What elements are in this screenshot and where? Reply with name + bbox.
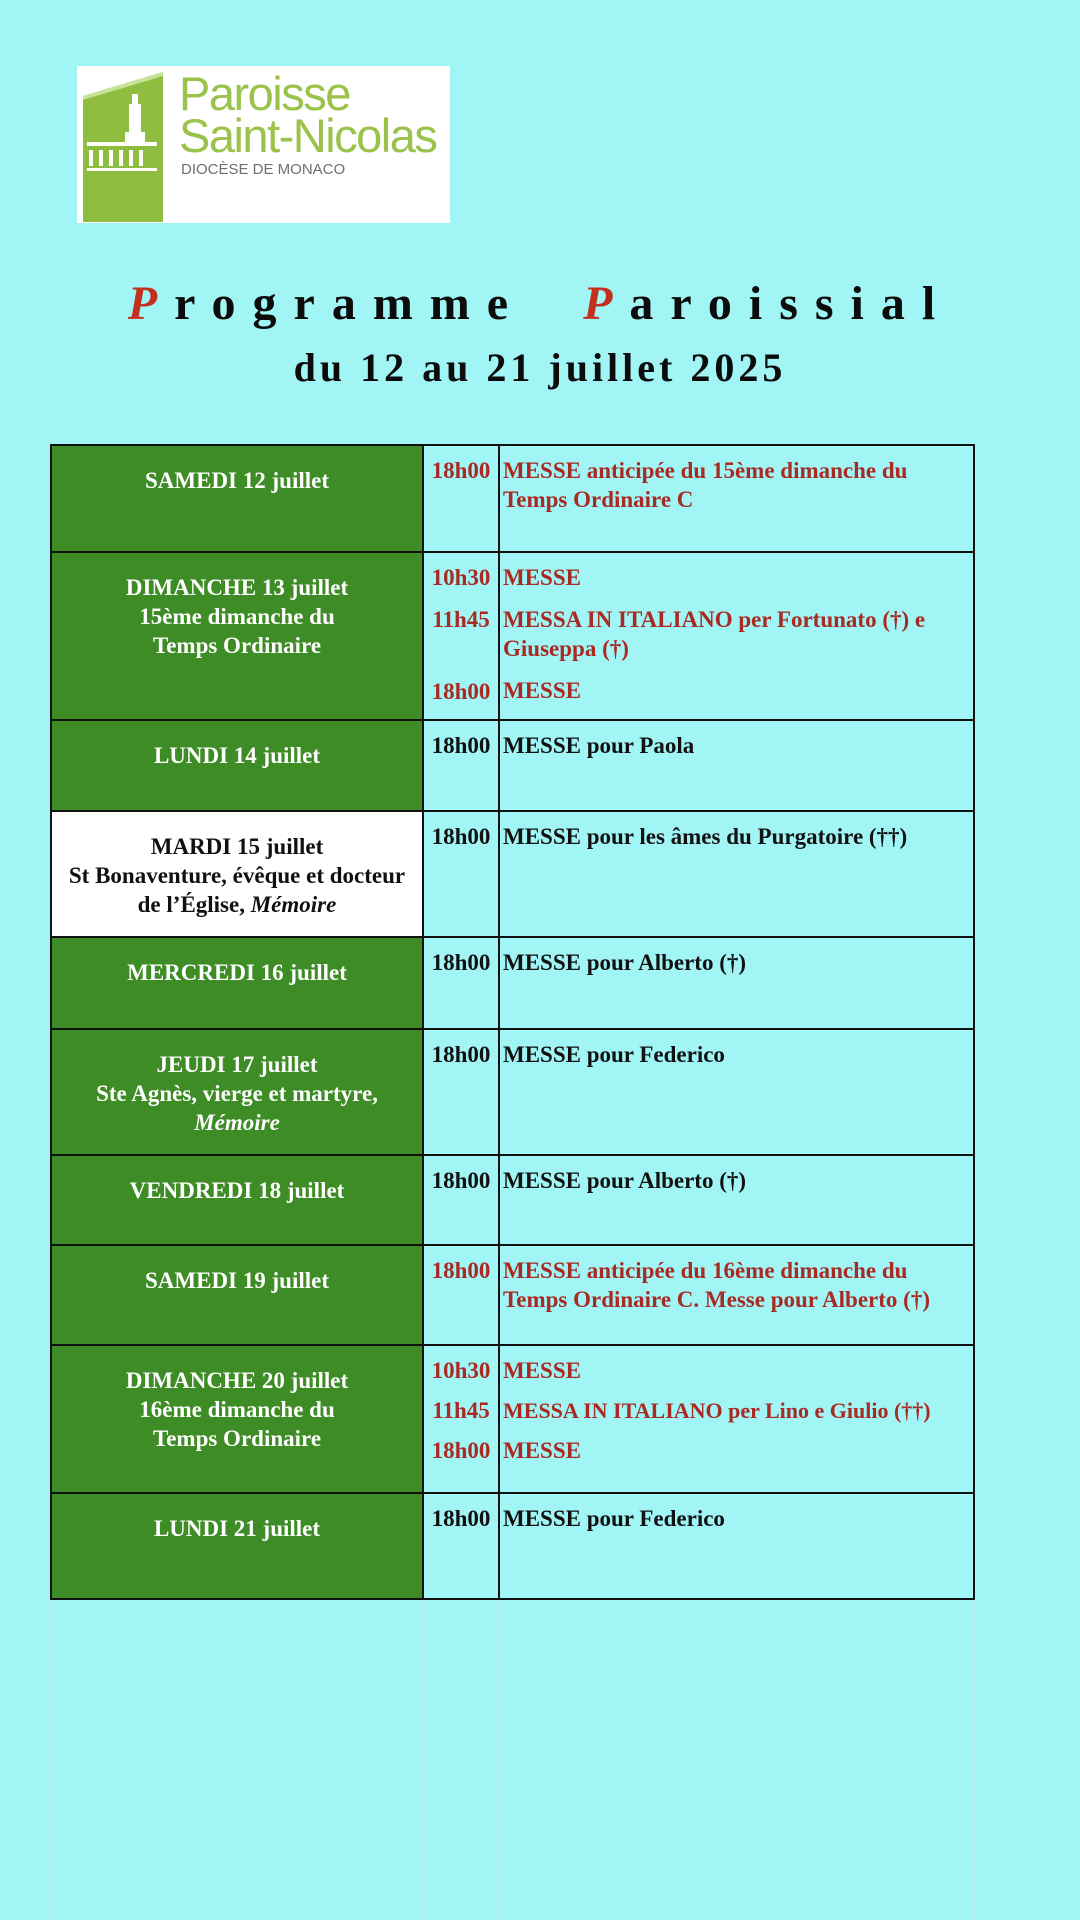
time-cell — [423, 1155, 499, 1245]
day-feast: Temps Ordinaire — [152, 1426, 322, 1451]
day-label: MARDI 15 juillet — [150, 834, 324, 859]
title-word-1: rogramme — [174, 277, 526, 330]
time-label: 18h00 — [431, 950, 491, 975]
event-description: MESSE pour Federico — [503, 1042, 725, 1067]
description-cell — [499, 937, 974, 1029]
time-cell — [423, 1029, 499, 1155]
time-label: 18h00 — [431, 458, 491, 483]
description-cell — [499, 1493, 974, 1599]
schedule-row — [51, 811, 974, 937]
schedule-row — [51, 1029, 974, 1155]
day-feast-text: de l’Église, — [137, 892, 251, 917]
event-description: MESSE anticipée du 16ème dimanche du Temps Ordinaire C. Messe pour Alberto (†) — [503, 1258, 930, 1312]
day-cell — [51, 1155, 423, 1245]
time-label: 10h30 — [431, 565, 491, 590]
event-description: MESSA IN ITALIANO per Fortunato (†) e Giuseppa (†) — [503, 607, 926, 661]
event-description: MESSE pour Alberto (†) — [503, 1168, 747, 1193]
day-label: LUNDI 21 juillet — [153, 1516, 321, 1541]
page-subtitle: du 12 au 21 juillet 2025 — [293, 345, 787, 390]
day-cell — [51, 552, 423, 720]
time-label: 18h00 — [431, 1042, 491, 1067]
logo-line-saint-nicolas: Saint-Nicolas — [179, 109, 437, 162]
event-description: MESSE pour Federico — [503, 1506, 725, 1531]
schedule-row — [51, 1345, 974, 1493]
schedule-row — [51, 1493, 974, 1599]
time-label: 18h00 — [431, 1258, 491, 1283]
time-cell — [423, 937, 499, 1029]
time-label: 11h45 — [432, 1398, 490, 1423]
column-guide — [50, 1598, 424, 1920]
time-label: 10h30 — [431, 1358, 491, 1383]
day-cell — [51, 445, 423, 552]
event-description: MESSE anticipée du 15ème dimanche du Temps Ordinaire C — [503, 458, 908, 512]
day-cell — [51, 720, 423, 811]
day-label: SAMEDI 12 juillet — [145, 468, 329, 493]
event-description: MESSE pour les âmes du Purgatoire (††) — [503, 824, 908, 849]
time-label: 18h00 — [431, 1506, 491, 1531]
logo-line-paroisse: Paroisse — [179, 67, 350, 120]
description-cell — [499, 552, 974, 720]
time-label: 18h00 — [431, 679, 491, 704]
description-cell — [499, 720, 974, 811]
schedule-row — [51, 937, 974, 1029]
time-cell — [423, 445, 499, 552]
day-label: SAMEDI 19 juillet — [145, 1268, 329, 1293]
day-label: VENDREDI 18 juillet — [129, 1178, 345, 1203]
day-cell — [51, 1345, 423, 1493]
description-cell — [499, 1155, 974, 1245]
day-cell — [51, 1493, 423, 1599]
day-cell — [51, 937, 423, 1029]
description-cell — [499, 445, 974, 552]
time-cell — [423, 1245, 499, 1345]
day-feast — [52, 890, 422, 919]
time-label: 18h00 — [431, 824, 491, 849]
column-guide — [422, 1598, 500, 1920]
event-description: MESSE pour Paola — [503, 733, 695, 758]
day-feast: Ste Agnès, vierge et martyre, — [96, 1081, 378, 1106]
time-label: 11h45 — [432, 607, 490, 632]
day-feast: St Bonaventure, évêque et docteur — [68, 863, 406, 888]
day-label: JEUDI 17 juillet — [156, 1052, 318, 1077]
schedule-row — [51, 720, 974, 811]
day-feast: Temps Ordinaire — [152, 633, 322, 658]
day-rank: Mémoire — [250, 892, 337, 917]
schedule-row — [51, 1155, 974, 1245]
event-description: MESSE — [503, 1358, 581, 1383]
event-description: MESSE — [503, 678, 581, 703]
day-feast: 15ème dimanche du — [139, 604, 335, 629]
schedule-row — [51, 1245, 974, 1345]
description-cell — [499, 1245, 974, 1345]
schedule-table — [50, 444, 975, 1600]
event-description: MESSE pour Alberto (†) — [503, 950, 747, 975]
day-label: MERCREDI 16 juillet — [127, 960, 347, 985]
event-description: MESSE — [503, 1438, 581, 1463]
description-cell — [499, 1345, 974, 1493]
day-cell — [51, 811, 423, 937]
description-cell — [499, 811, 974, 937]
title-initial-p: P — [127, 277, 175, 330]
title-initial-p: P — [583, 277, 630, 330]
event-description: MESSE — [503, 565, 581, 590]
schedule-row — [51, 552, 974, 720]
column-guide — [498, 1598, 975, 1920]
time-cell — [423, 552, 499, 720]
day-label: DIMANCHE 13 juillet — [125, 575, 349, 600]
title-word-2: aroissial — [629, 277, 953, 330]
time-label: 18h00 — [431, 1168, 491, 1193]
parish-logo — [77, 66, 450, 223]
time-label: 18h00 — [431, 733, 491, 758]
time-cell — [423, 811, 499, 937]
page-title — [0, 276, 1080, 331]
day-feast: 16ème dimanche du — [139, 1397, 335, 1422]
day-cell — [51, 1245, 423, 1345]
event-description: MESSA IN ITALIANO per Lino e Giulio (††) — [503, 1398, 931, 1423]
day-rank: Mémoire — [194, 1110, 280, 1135]
day-cell — [51, 1029, 423, 1155]
logo-line-diocese: DIOCÈSE DE MONACO — [181, 161, 346, 178]
schedule-row — [51, 445, 974, 552]
time-cell — [423, 1493, 499, 1599]
day-label: LUNDI 14 juillet — [153, 743, 321, 768]
time-label: 18h00 — [431, 1438, 491, 1463]
description-cell — [499, 1029, 974, 1155]
time-cell — [423, 720, 499, 811]
time-cell — [423, 1345, 499, 1493]
day-label: DIMANCHE 20 juillet — [125, 1368, 349, 1393]
